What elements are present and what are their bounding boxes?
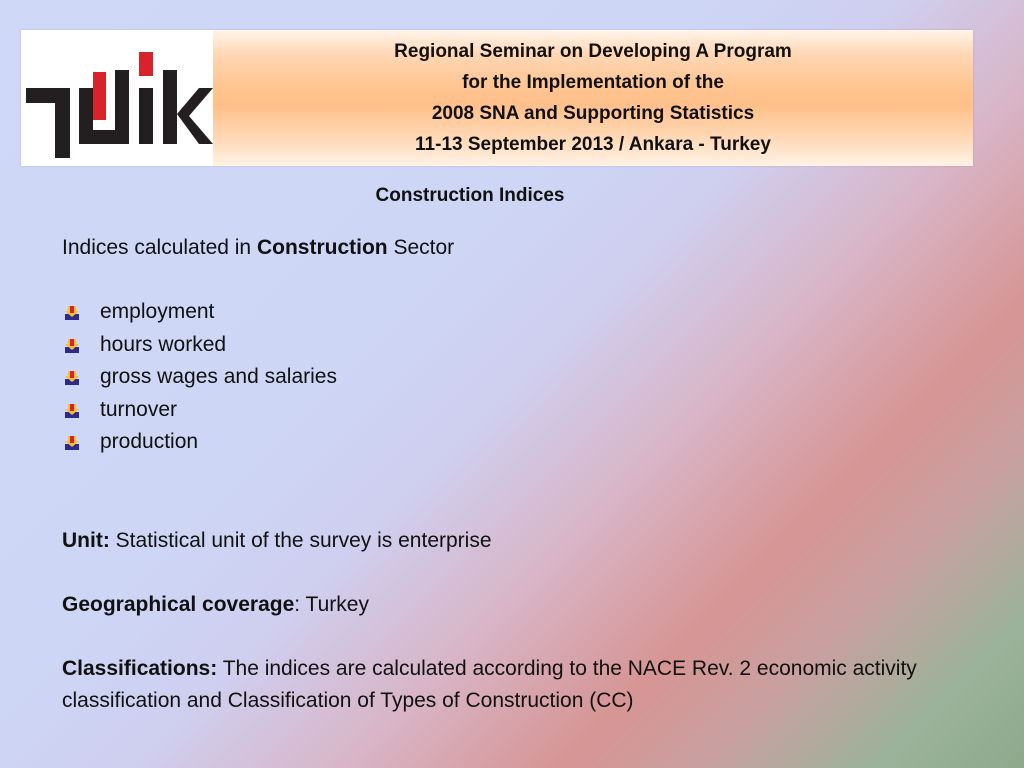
banner-line-3: 2008 SNA and Supporting Statistics — [431, 103, 755, 124]
arrow-bullet-icon — [64, 370, 80, 386]
list-item — [62, 361, 962, 394]
list-item — [62, 296, 962, 329]
arrow-bullet-icon — [64, 305, 80, 321]
list-item-label: gross wages and salaries — [100, 365, 337, 388]
indices-list — [62, 296, 962, 459]
list-item-label: turnover — [100, 397, 178, 421]
slide-title: Construction Indices — [375, 185, 565, 206]
tuik-logo-icon — [21, 30, 213, 166]
list-item-label: production — [100, 430, 199, 453]
arrow-bullet-icon — [64, 435, 80, 451]
intro-prefix: Indices calculated in — [62, 236, 252, 259]
unit-text: Statistical unit of the survey is enterprise — [115, 528, 492, 552]
arrow-bullet-icon — [64, 403, 80, 419]
seminar-banner — [213, 30, 973, 166]
geo-text: : Turkey — [294, 592, 369, 616]
banner-line-4: 11-13 September 2013 / Ankara - Turkey — [415, 134, 771, 155]
geo-label: Geographical coverage — [62, 592, 295, 616]
intro-bold: Construction — [256, 236, 388, 259]
list-item-label: hours worked — [100, 332, 227, 356]
list-item — [62, 394, 962, 427]
unit-label: Unit: — [62, 528, 110, 552]
intro-text — [62, 232, 962, 264]
header-banner — [21, 30, 973, 166]
geo-paragraph — [62, 589, 962, 621]
banner-line-2: for the Implementation of the — [462, 72, 724, 93]
unit-paragraph — [62, 525, 962, 557]
tuik-logo — [21, 30, 213, 166]
list-item-label: employment — [100, 300, 215, 323]
arrow-bullet-icon — [64, 338, 80, 354]
classifications-text: The indices are calculated according to the NACE Rev. 2 economic activity classification and Classification of Types of Construction (CC) — [62, 656, 917, 712]
list-item — [62, 329, 962, 362]
banner-line-1: Regional Seminar on Developing A Program — [394, 41, 792, 62]
intro-suffix: Sector — [393, 236, 455, 259]
list-item — [62, 426, 962, 459]
classifications-label: Classifications: — [62, 656, 218, 680]
classifications-paragraph — [62, 653, 962, 717]
slide-content — [62, 232, 962, 717]
